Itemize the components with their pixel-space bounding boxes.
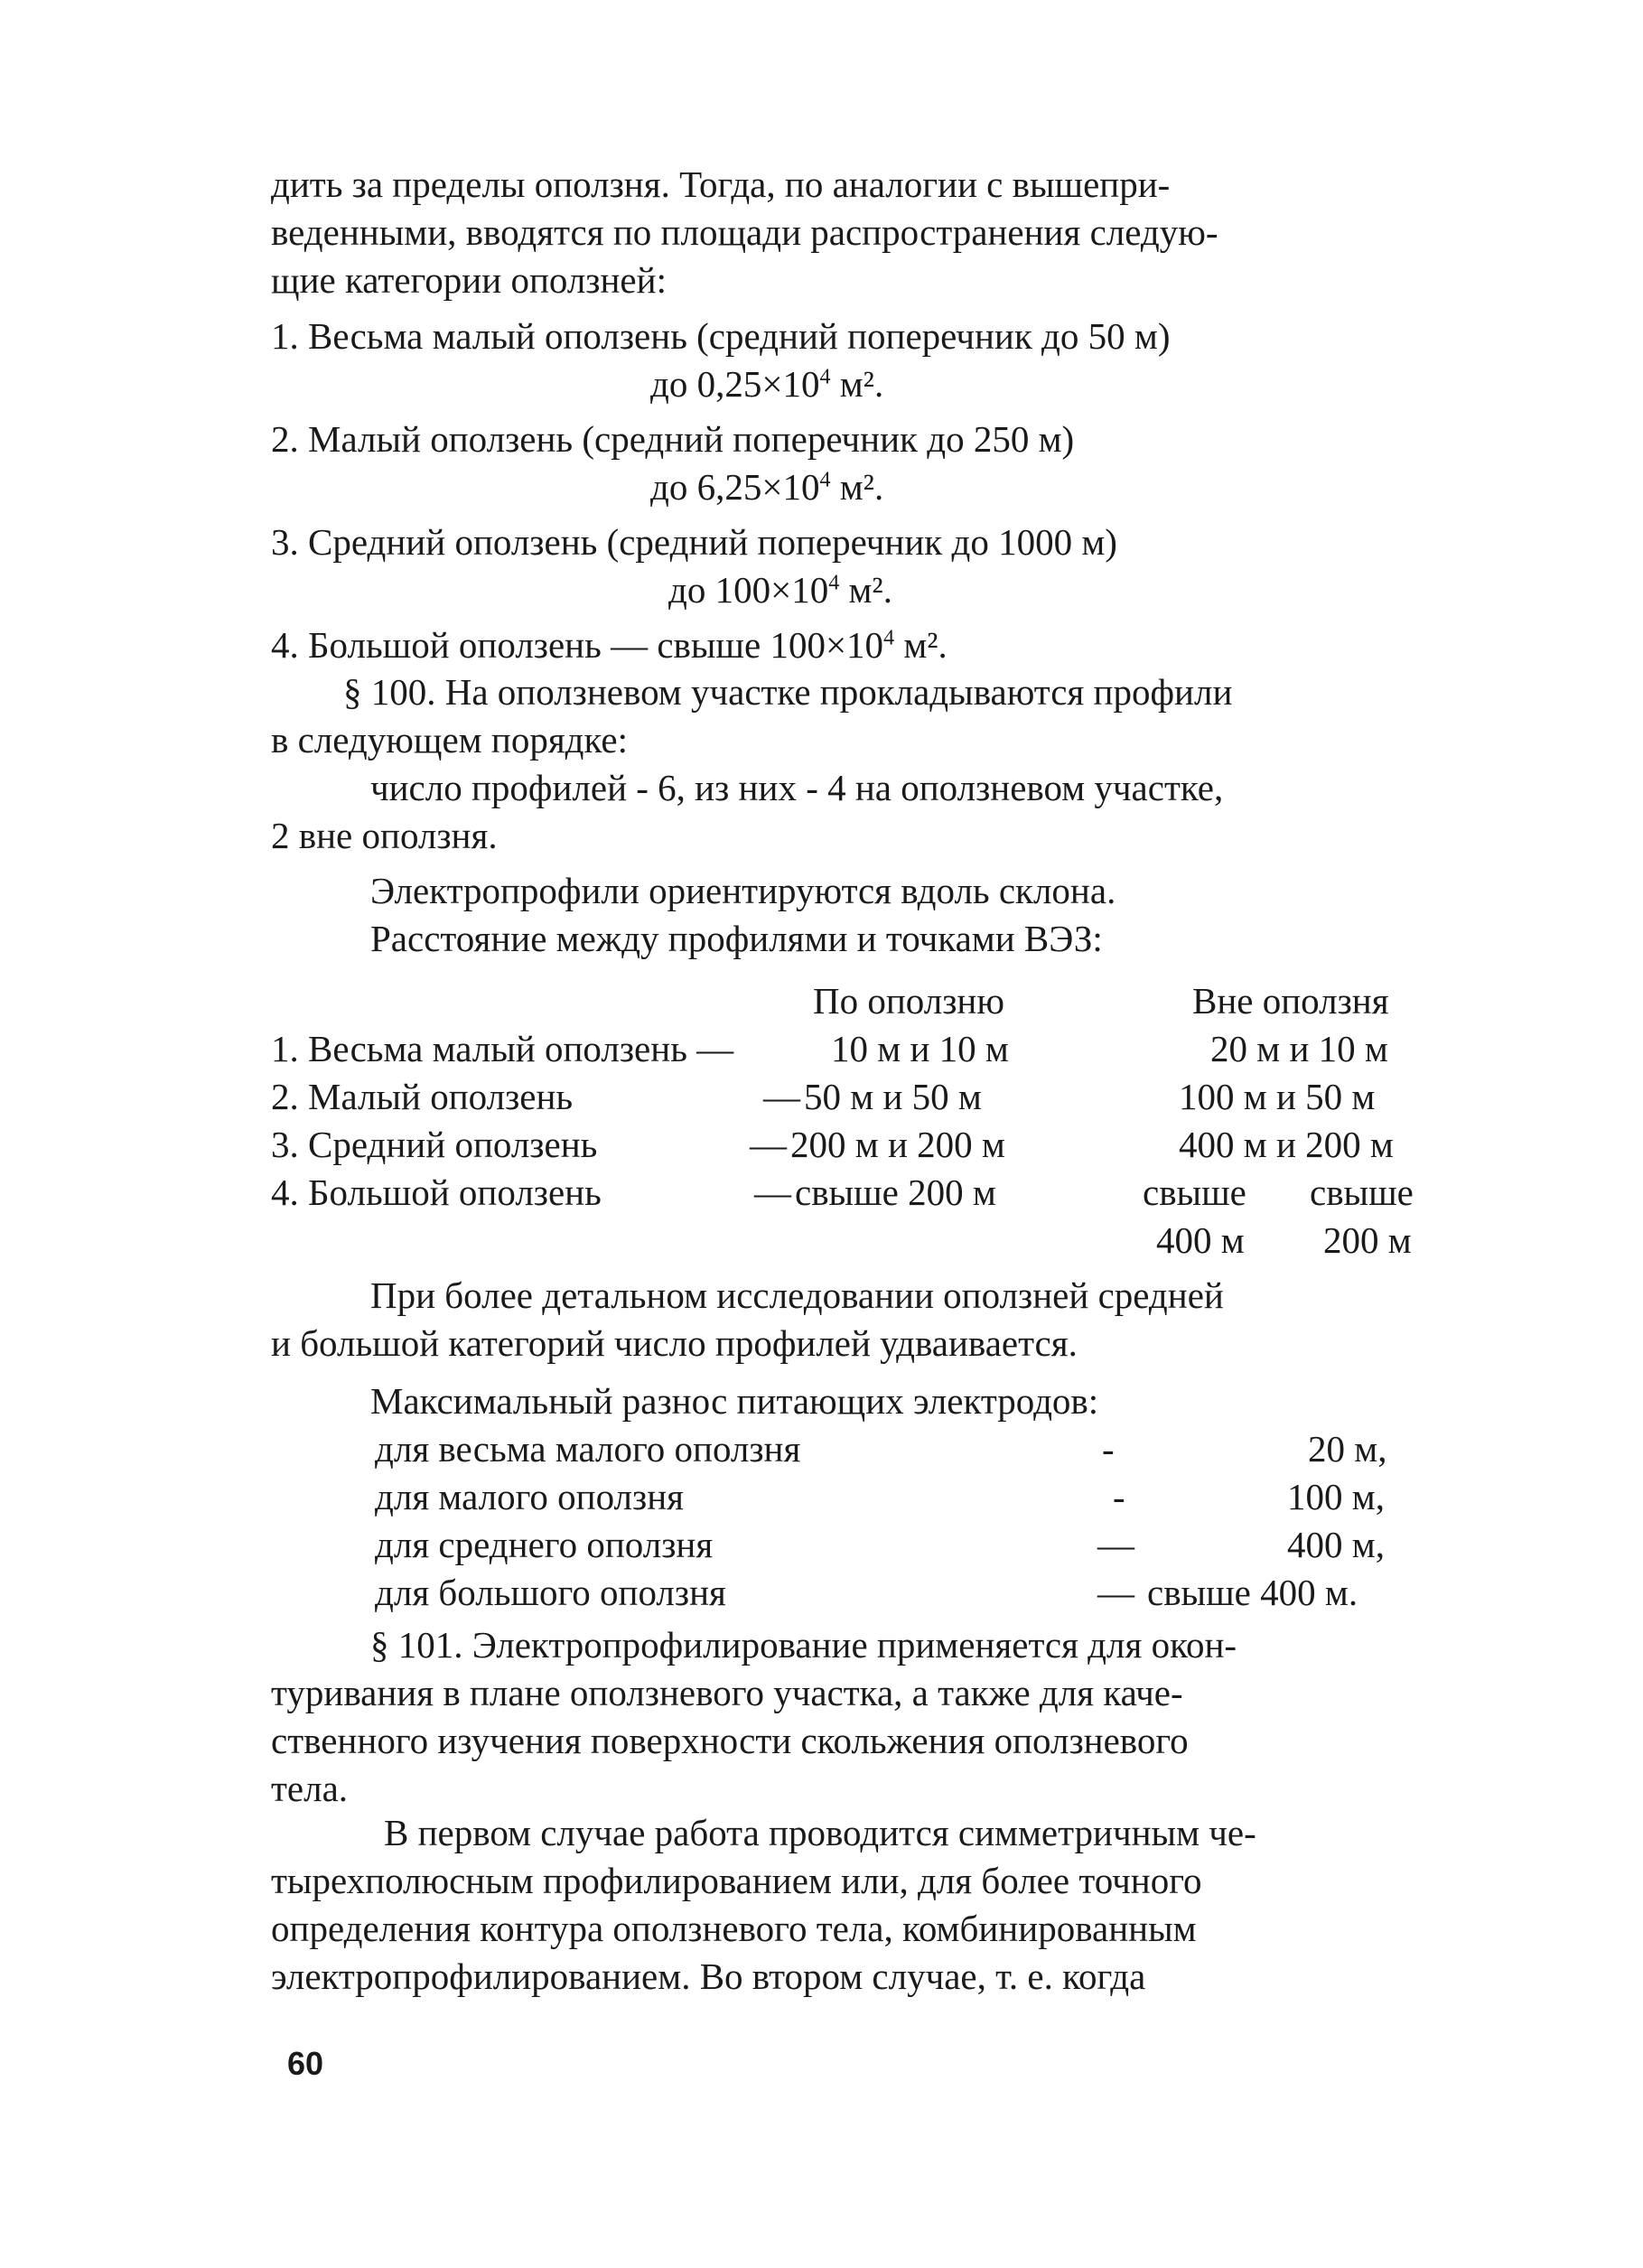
category-title: 2. Малый оползень (средний поперечник до 250 м) — [271, 418, 1075, 460]
text-line: щие категории оползней: — [271, 259, 667, 301]
electrode-value: 20 м, — [1308, 1428, 1387, 1470]
text-line: дить за пределы оползня. Тогда, по аналогии с вышепри- — [271, 163, 1171, 205]
category-item — [271, 415, 1445, 511]
electrode-label: для весьма малого оползня — [375, 1428, 801, 1470]
table-row — [271, 1121, 1445, 1169]
on-landslide-value: 10 м и 10 м — [831, 1028, 1009, 1069]
intro-paragraph — [271, 161, 1445, 304]
distance-table — [271, 977, 1445, 1265]
on-landslide-value: 200 м и 200 м — [790, 1124, 1005, 1165]
on-landslide-value: свыше 200 м — [795, 1171, 996, 1213]
electrode-value: 400 м, — [1287, 1524, 1385, 1565]
table-row — [271, 1025, 1445, 1073]
text-line: При более детальном исследовании оползней средней — [370, 1274, 1224, 1316]
section-100 — [271, 668, 1445, 963]
row-label: 4. Большой оползень — [271, 1171, 602, 1213]
column-header-off-landslide: Вне оползня — [1192, 980, 1389, 1022]
row-label: 2. Малый оползень — [271, 1076, 574, 1117]
row-dash: — — [754, 1171, 791, 1213]
electrode-dash: — — [1097, 1524, 1134, 1565]
section-101 — [271, 1621, 1445, 1813]
row-label: 3. Средний оползень — [271, 1124, 598, 1165]
off-landslide-value: свыше — [1310, 1171, 1414, 1213]
electrode-item — [271, 1569, 1445, 1617]
text-line: § 100. На оползневом участке прокладываются профили — [343, 671, 1233, 713]
off-landslide-value: 400 м — [1156, 1219, 1245, 1261]
text-line: 2 вне оползня. — [271, 815, 498, 856]
on-landslide-value: 50 м и 50 м — [804, 1076, 982, 1117]
electrode-item — [271, 1425, 1445, 1473]
text-line: электропрофилированием. Во втором случае, т. е. когда — [271, 1955, 1146, 1997]
off-landslide-value: 400 м и 200 м — [1179, 1124, 1394, 1165]
category-title: 1. Весьма малый оползень (средний поперечник до 50 м) — [271, 315, 1171, 357]
row-dash: — — [763, 1076, 800, 1117]
text-line: и большой категорий число профилей удваивается. — [271, 1322, 1078, 1364]
text-line: Электропрофили ориентируются вдоль склона. — [370, 870, 1116, 911]
text-line: веденными, вводятся по площади распространения следую- — [271, 211, 1218, 253]
electrode-label: для большого оползня — [375, 1572, 726, 1613]
final-paragraph — [271, 1809, 1445, 2001]
text-line: тела. — [271, 1768, 349, 1809]
off-landslide-value: 100 м и 50 м — [1179, 1076, 1376, 1117]
text-line: число профилей - 6, из них - 4 на оползневом участке, — [370, 767, 1224, 808]
row-dash: — — [750, 1124, 787, 1165]
category-area: до $6,25\times 10^4$ м². — [650, 466, 884, 508]
text-line: Расстояние между профилями и точками ВЭЗ: — [370, 918, 1103, 959]
table-row-continuation — [271, 1217, 1445, 1265]
off-landslide-value: 200 м — [1323, 1219, 1412, 1261]
column-header-on-landslide: По оползню — [813, 980, 1004, 1022]
text-line: в следующем порядке: — [271, 719, 629, 761]
electrode-label: для среднего оползня — [375, 1524, 714, 1565]
electrode-value: свыше 400 м. — [1147, 1572, 1358, 1613]
category-item — [271, 621, 1445, 669]
off-landslide-value: свыше — [1143, 1171, 1246, 1213]
electrode-dash: - — [1102, 1428, 1115, 1470]
detail-paragraph — [271, 1272, 1445, 1367]
electrode-dash: - — [1113, 1476, 1125, 1517]
text-line: определения контура оползневого тела, комбинированным — [271, 1908, 1197, 1949]
text-line: тырехполюсным профилированием или, для более точного — [271, 1860, 1202, 1901]
table-header — [271, 977, 1445, 1025]
electrodes-title: Максимальный разнос питающих электродов: — [370, 1380, 1099, 1422]
category-item — [271, 313, 1445, 408]
category-area: до $0,25\times 10^4$ м². — [650, 363, 884, 405]
category-list — [271, 313, 1445, 669]
text-line: туривания в плане оползневого участка, а также для каче- — [271, 1672, 1183, 1713]
page-number: 60 — [287, 2045, 324, 2082]
table-row — [271, 1169, 1445, 1217]
row-label: 1. Весьма малый оползень — — [271, 1028, 734, 1069]
electrode-item — [271, 1521, 1445, 1569]
electrode-item — [271, 1473, 1445, 1521]
category-item — [271, 518, 1445, 614]
electrode-label: для малого оползня — [375, 1476, 685, 1517]
category-area: до $100\times 10^4$ м². — [668, 569, 892, 611]
text-line: § 101. Электропрофилирование применяется для окон- — [370, 1624, 1237, 1666]
text-line: В первом случае работа проводится симметричным че- — [384, 1812, 1256, 1853]
text-line: ственного изучения поверхности скольжения оползневого — [271, 1720, 1189, 1761]
table-row — [271, 1073, 1445, 1121]
electrode-value: 100 м, — [1287, 1476, 1385, 1517]
electrodes-section — [271, 1377, 1445, 1617]
off-landslide-value: 20 м и 10 м — [1210, 1028, 1388, 1069]
category-title: 3. Средний оползень (средний поперечник до 1000 м) — [271, 521, 1117, 563]
category-title: 4. Большой оползень — свыше $100\times 10^4$ м². — [271, 624, 948, 666]
electrode-dash: — — [1097, 1572, 1134, 1613]
